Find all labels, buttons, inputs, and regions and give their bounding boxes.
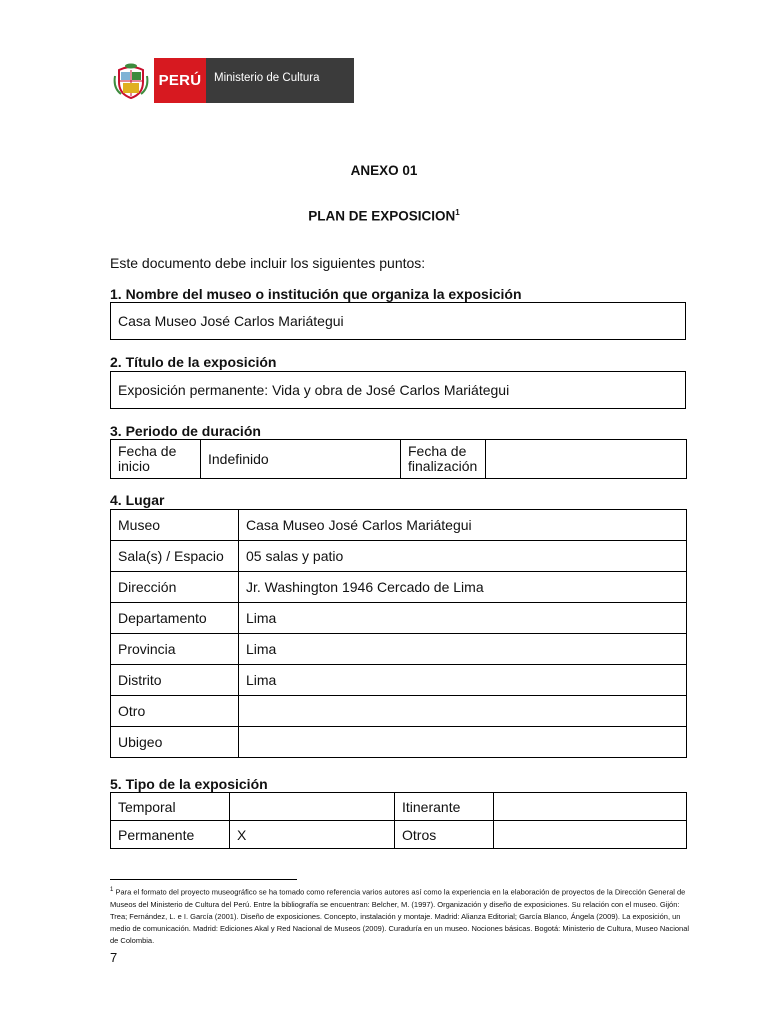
document-title [0,208,768,224]
location-label: Ubigeo [111,727,239,758]
otros-label: Otros [395,821,494,849]
table-row [111,727,687,758]
table-row [111,510,687,541]
footnote-marker: 1 [110,887,114,893]
location-value[interactable] [239,727,687,758]
location-value[interactable]: Lima [239,634,687,665]
end-date-label: Fecha de finalización [401,440,486,479]
intro-text: Este documento debe incluir los siguientes puntos: [110,255,426,271]
duration-table [110,439,687,479]
location-value[interactable]: 05 salas y patio [239,541,687,572]
section-5-heading: 5. Tipo de la exposición [110,776,268,792]
end-date-value[interactable] [486,440,687,479]
permanente-label: Permanente [111,821,230,849]
annex-title: ANEXO 01 [350,163,418,178]
table-row [111,821,687,849]
location-label: Dirección [111,572,239,603]
footnote-divider [110,879,297,880]
table-row [111,696,687,727]
museum-name-field[interactable]: Casa Museo José Carlos Mariátegui [110,302,686,340]
itinerante-label: Itinerante [395,793,494,821]
section-1-heading: 1. Nombre del museo o institución que organiza la exposición [110,286,522,302]
footnote [110,884,690,947]
temporal-label: Temporal [111,793,230,821]
brand-country: PERÚ [154,58,206,103]
temporal-value[interactable] [230,793,395,821]
location-value[interactable]: Lima [239,603,687,634]
location-label: Provincia [111,634,239,665]
location-label: Distrito [111,665,239,696]
location-label: Museo [111,510,239,541]
location-value[interactable]: Lima [239,665,687,696]
location-value[interactable]: Jr. Washington 1946 Cercado de Lima [239,572,687,603]
location-label: Otro [111,696,239,727]
footnote-text: Para el formato del proyecto museográfico se ha tomado como referencia varios autores así como la experiencia en la elaboración de proyectos de la Dirección General de Museos del Ministerio de Cultura del Perú. Entre la bibliografía se encuentran: Belcher, M. (1997). Organización y diseño de exposiciones. Su relación con el museo. Gijón: Trea; Fernández, L. e I. García (2001). Diseño de exposiciones. Concepto, instalación y montaje. Madrid: Alianza Editorial; García Blanco, Ángela (2009). La exposición, un medio de comunicación. Madrid: Ediciones Akal y Red Nacional de Museos (2009). Curaduría en un museo. Nociones básicas. Bogotá: Ministerio de Cultura, Museo Nacional de Colombia. [110,887,690,945]
footnote-ref[interactable]: 1 [455,208,460,217]
location-value[interactable]: Casa Museo José Carlos Mariátegui [239,510,687,541]
table-row [111,603,687,634]
start-date-value[interactable]: Indefinido [201,440,401,479]
exhibition-type-table [110,792,687,849]
document-title-text: PLAN DE EXPOSICION [308,208,456,224]
peru-coat-of-arms-icon [108,58,154,103]
section-2-heading: 2. Título de la exposición [110,354,277,370]
location-label: Sala(s) / Espacio [111,541,239,572]
exhibition-title-field[interactable]: Exposición permanente: Vida y obra de José Carlos Mariátegui [110,371,686,409]
table-row [111,793,687,821]
permanente-value[interactable]: X [230,821,395,849]
location-value[interactable] [239,696,687,727]
location-table [110,509,687,758]
table-row [111,634,687,665]
brand-ministry: Ministerio de Cultura [206,58,354,103]
section-4-heading: 4. Lugar [110,492,165,508]
table-row [111,572,687,603]
ministry-logo [108,58,354,103]
start-date-label: Fecha de inicio [111,440,201,479]
otros-value[interactable] [494,821,687,849]
itinerante-value[interactable] [494,793,687,821]
table-row [111,541,687,572]
section-3-heading: 3. Periodo de duración [110,423,261,439]
page-number: 7 [110,950,118,965]
location-label: Departamento [111,603,239,634]
table-row [111,665,687,696]
